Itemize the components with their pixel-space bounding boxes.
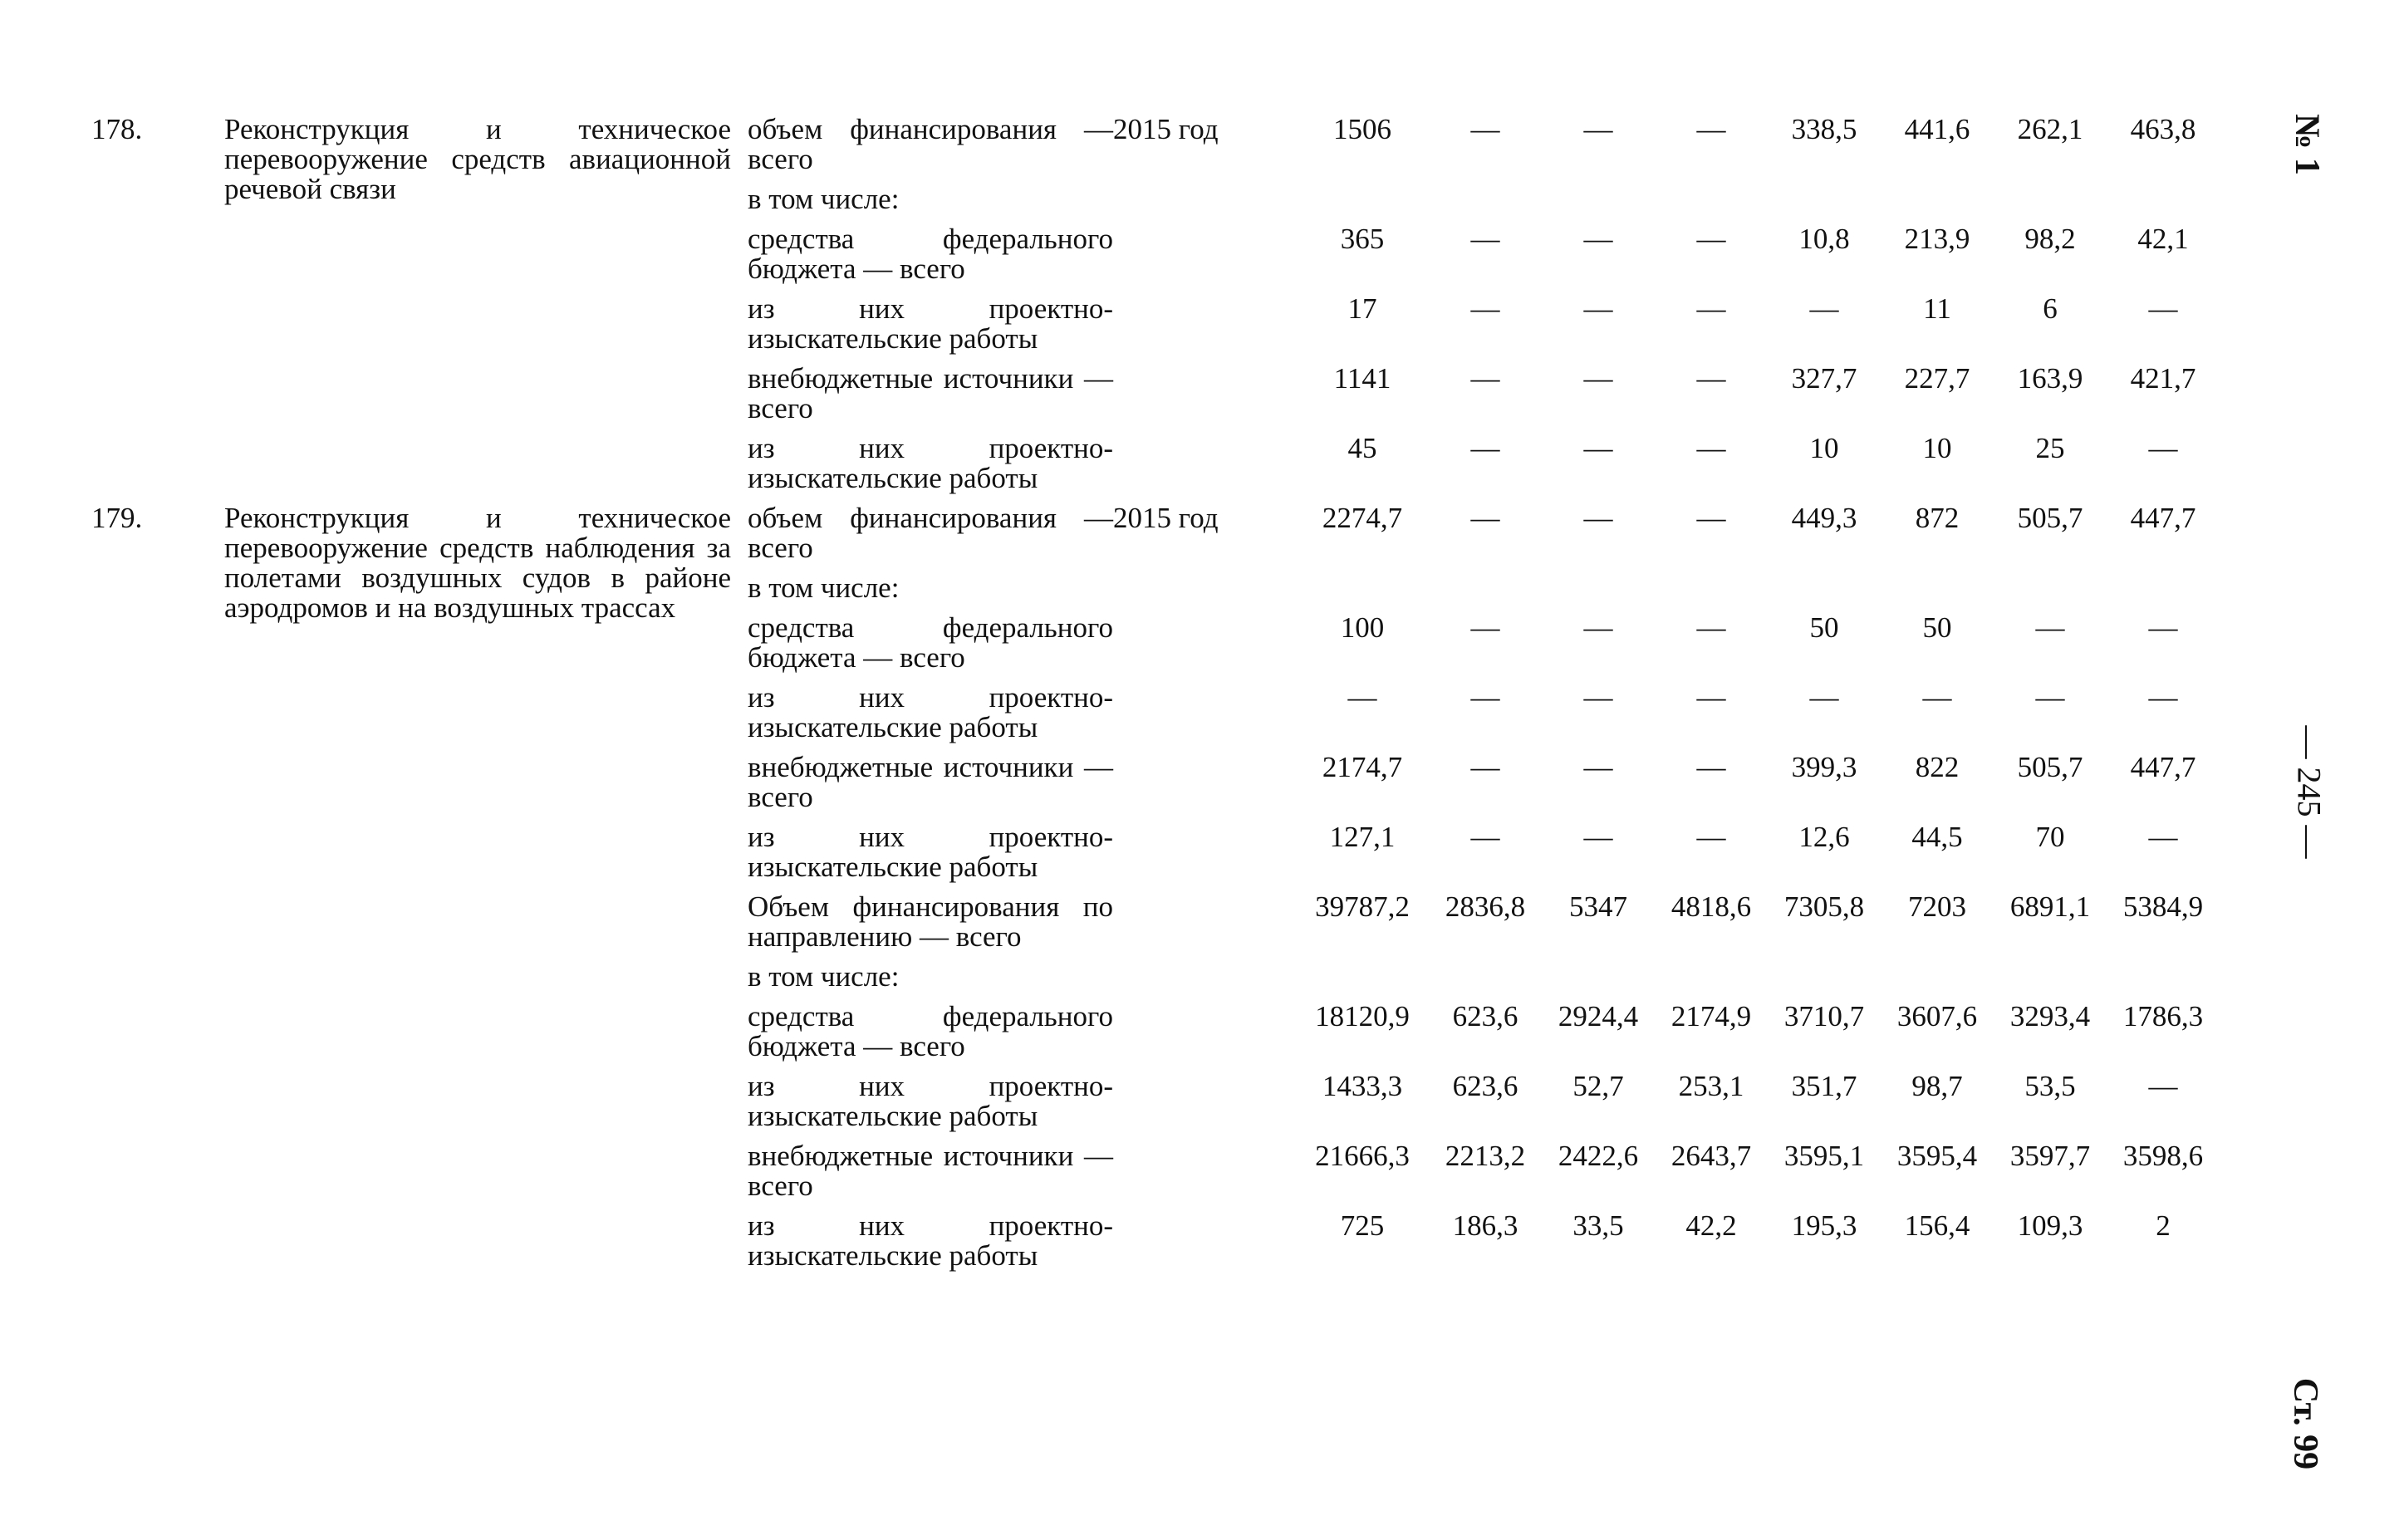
value-year: 5384,9 <box>2122 890 2204 923</box>
deadline-year: 2015 год <box>1113 502 1219 534</box>
value-year: — <box>2148 681 2178 714</box>
value-year: 11 <box>1923 292 1951 325</box>
value-year: 186,3 <box>1452 1209 1518 1242</box>
table-row <box>91 1211 2220 1281</box>
value-year: 447,7 <box>2130 502 2196 534</box>
item-number <box>91 224 224 294</box>
table-row <box>91 962 2220 1002</box>
value-year: 253,1 <box>1678 1070 1744 1102</box>
indicator-label: из них проектно-изыскательские работы <box>748 1070 1113 1132</box>
item-title <box>224 683 748 753</box>
value-year: 1786,3 <box>2122 1000 2204 1032</box>
value-year: 2924,4 <box>1558 1000 1639 1032</box>
table-row <box>91 1072 2220 1141</box>
value-year: 623,6 <box>1452 1070 1518 1102</box>
indicator-label: в том числе: <box>748 571 900 604</box>
value-year: — <box>1696 681 1726 714</box>
indicator-label: средства федерального бюджета — всего <box>748 611 1113 674</box>
indicator-label: внебюджетные источники — всего <box>748 751 1113 813</box>
value-total: 725 <box>1340 1209 1385 1242</box>
value-year: 421,7 <box>2130 362 2196 395</box>
value-year <box>1429 573 1542 613</box>
deadline-year <box>1113 962 1296 1002</box>
indicator-label: из них проектно-изыскательские работы <box>748 1209 1113 1272</box>
item-title-text: Реконструкция и техническое перевооружение средств авиационной речевой связи <box>224 113 731 205</box>
value-year: 109,3 <box>2017 1209 2083 1242</box>
value-year: — <box>2148 611 2178 644</box>
value-year: 163,9 <box>2017 362 2083 395</box>
indicator-label: из них проектно-изыскательские работы <box>748 292 1113 355</box>
value-year: 98,7 <box>1911 1070 1963 1102</box>
indicator-label: внебюджетные источники — всего <box>748 1140 1113 1202</box>
item-number <box>91 613 224 683</box>
value-year <box>1655 184 1768 224</box>
value-year: — <box>1470 751 1500 783</box>
value-year: 33,5 <box>1572 1209 1624 1242</box>
deadline-year <box>1113 434 1296 503</box>
value-year: — <box>1583 611 1613 644</box>
value-total <box>1296 184 1429 224</box>
value-year: — <box>2035 611 2065 644</box>
item-title <box>224 224 748 294</box>
value-year: — <box>1583 292 1613 325</box>
item-title <box>224 962 748 1002</box>
item-title-text: Реконструкция и техническое перевооружение средств наблюдения за полетами воздушных судов в районе аэродромов и на воздушных трассах <box>224 502 731 624</box>
value-year: — <box>1470 292 1500 325</box>
value-year: — <box>1809 292 1839 325</box>
value-year: — <box>1470 821 1500 853</box>
indicator-label: Объем финансирования по направлению — всего <box>748 890 1113 953</box>
item-number <box>91 892 224 962</box>
value-year: — <box>1583 821 1613 853</box>
item-number <box>91 1141 224 1211</box>
value-year: 6891,1 <box>2009 890 2091 923</box>
indicator-label: из них проектно-изыскательские работы <box>748 681 1113 743</box>
value-year <box>1994 962 2107 1002</box>
value-total: 17 <box>1347 292 1377 325</box>
deadline-year <box>1113 364 1296 434</box>
item-number <box>91 962 224 1002</box>
value-year: — <box>2148 1070 2178 1102</box>
item-title <box>224 1002 748 1072</box>
value-year: 2836,8 <box>1445 890 1526 923</box>
value-year: — <box>1583 362 1613 395</box>
item-number <box>91 573 224 613</box>
value-year: — <box>1696 113 1726 145</box>
value-year: — <box>1583 432 1613 464</box>
value-year <box>1768 184 1881 224</box>
value-year: 3597,7 <box>2009 1140 2091 1172</box>
value-year: 872 <box>1915 502 1960 534</box>
value-year <box>2107 184 2220 224</box>
value-year <box>1542 573 1655 613</box>
item-title <box>224 753 748 822</box>
value-total <box>1296 573 1429 613</box>
value-year: 623,6 <box>1452 1000 1518 1032</box>
item-title <box>224 1072 748 1141</box>
value-total <box>1296 962 1429 1002</box>
table-row <box>91 503 2220 573</box>
item-title <box>224 1211 748 1281</box>
value-year: — <box>2035 681 2065 714</box>
value-year: 25 <box>2035 432 2065 464</box>
value-year: 327,7 <box>1791 362 1857 395</box>
value-year: 195,3 <box>1791 1209 1857 1242</box>
value-year <box>1768 962 1881 1002</box>
value-year: — <box>1696 611 1726 644</box>
value-year <box>1881 573 1994 613</box>
value-year <box>1655 962 1768 1002</box>
value-year: — <box>1470 362 1500 395</box>
value-total: 1506 <box>1333 113 1391 145</box>
value-year: 441,6 <box>1904 113 1970 145</box>
value-year: 50 <box>1922 611 1952 644</box>
value-year: — <box>1470 223 1500 255</box>
financing-table <box>91 115 2220 1281</box>
value-year: 262,1 <box>2017 113 2083 145</box>
table-row <box>91 115 2220 184</box>
value-year: 213,9 <box>1904 223 1970 255</box>
value-year: — <box>1470 681 1500 714</box>
table-row <box>91 822 2220 892</box>
table-row <box>91 892 2220 962</box>
value-year: — <box>1696 292 1726 325</box>
value-year: — <box>1470 113 1500 145</box>
deadline-year <box>1113 683 1296 753</box>
value-year <box>1655 573 1768 613</box>
value-year: 399,3 <box>1791 751 1857 783</box>
item-number <box>91 753 224 822</box>
value-year: 505,7 <box>2017 502 2083 534</box>
issue-number: № 1 <box>2287 114 2326 175</box>
deadline-year <box>1113 1211 1296 1281</box>
value-year: 3607,6 <box>1896 1000 1978 1032</box>
value-year: 156,4 <box>1904 1209 1970 1242</box>
value-year: 3598,6 <box>2122 1140 2204 1172</box>
deadline-year: 2015 год <box>1113 113 1219 145</box>
table-row <box>91 1141 2220 1211</box>
value-year: — <box>1583 502 1613 534</box>
value-year: 7305,8 <box>1783 890 1865 923</box>
value-year: 2422,6 <box>1558 1140 1639 1172</box>
value-year <box>1994 573 2107 613</box>
value-total: 100 <box>1340 611 1385 644</box>
item-title <box>224 364 748 434</box>
value-total: 1433,3 <box>1322 1070 1403 1102</box>
value-year: — <box>1696 223 1726 255</box>
indicator-label: объем финансирования — всего <box>748 502 1113 564</box>
value-year: 463,8 <box>2130 113 2196 145</box>
value-year: 50 <box>1809 611 1839 644</box>
value-total: 2274,7 <box>1322 502 1403 534</box>
value-year: 5347 <box>1569 890 1627 923</box>
value-year <box>1542 962 1655 1002</box>
item-number <box>91 683 224 753</box>
deadline-year <box>1113 294 1296 364</box>
value-year: 10 <box>1809 432 1839 464</box>
value-year: 351,7 <box>1791 1070 1857 1102</box>
value-year: — <box>1809 681 1839 714</box>
value-total: 39787,2 <box>1315 890 1410 923</box>
item-number <box>91 364 224 434</box>
indicator-label: внебюджетные источники — всего <box>748 362 1113 424</box>
item-number <box>91 184 224 224</box>
value-year: — <box>2148 432 2178 464</box>
value-year: 3293,4 <box>2009 1000 2091 1032</box>
deadline-year <box>1113 1002 1296 1072</box>
financing-table-body <box>91 115 2220 1281</box>
value-total: 45 <box>1347 432 1377 464</box>
value-year: 6 <box>2043 292 2058 325</box>
value-year: — <box>2148 292 2178 325</box>
value-year: — <box>1583 223 1613 255</box>
deadline-year <box>1113 1141 1296 1211</box>
item-title <box>224 502 748 624</box>
value-year: — <box>1583 113 1613 145</box>
value-year: 338,5 <box>1791 113 1857 145</box>
indicator-label: средства федерального бюджета — всего <box>748 1000 1113 1062</box>
table-row <box>91 434 2220 503</box>
value-year: — <box>2148 821 2178 853</box>
value-year: 10,8 <box>1798 223 1850 255</box>
value-year: — <box>1470 502 1500 534</box>
deadline-year <box>1113 822 1296 892</box>
item-title <box>224 822 748 892</box>
table-row <box>91 683 2220 753</box>
value-year <box>1881 962 1994 1002</box>
value-year: 2643,7 <box>1671 1140 1752 1172</box>
value-year <box>1542 184 1655 224</box>
value-year: 4818,6 <box>1671 890 1752 923</box>
value-year: 2 <box>2156 1209 2171 1242</box>
value-year: 12,6 <box>1798 821 1850 853</box>
value-year <box>2107 962 2220 1002</box>
value-year: 44,5 <box>1911 821 1963 853</box>
value-year: 2213,2 <box>1445 1140 1526 1172</box>
value-year: — <box>1922 681 1952 714</box>
item-title <box>224 892 748 962</box>
indicator-label: объем финансирования — всего <box>748 113 1113 175</box>
item-title <box>224 1141 748 1211</box>
value-year: 42,1 <box>2137 223 2189 255</box>
indicator-label: в том числе: <box>748 960 900 993</box>
item-title <box>224 113 748 205</box>
item-number <box>91 1002 224 1072</box>
deadline-year <box>1113 613 1296 683</box>
item-number <box>91 434 224 503</box>
table-row <box>91 224 2220 294</box>
article-number: Ст. 99 <box>2286 1377 2325 1470</box>
item-number: 179. <box>91 502 143 534</box>
indicator-label: средства федерального бюджета — всего <box>748 223 1113 285</box>
value-year: 53,5 <box>2024 1070 2076 1102</box>
item-number <box>91 1072 224 1141</box>
value-year: 98,2 <box>2024 223 2076 255</box>
deadline-year <box>1113 184 1296 224</box>
value-total: — <box>1347 681 1377 714</box>
value-total: 18120,9 <box>1315 1000 1410 1032</box>
value-year: 2174,9 <box>1671 1000 1752 1032</box>
value-year: 42,2 <box>1685 1209 1737 1242</box>
deadline-year <box>1113 573 1296 613</box>
value-year: — <box>1470 611 1500 644</box>
indicator-label: из них проектно-изыскательские работы <box>748 821 1113 883</box>
value-year: 3595,1 <box>1783 1140 1865 1172</box>
value-year: 3595,4 <box>1896 1140 1978 1172</box>
indicator-label: из них проектно-изыскательские работы <box>748 432 1113 494</box>
table-row <box>91 364 2220 434</box>
value-year: 447,7 <box>2130 751 2196 783</box>
deadline-year <box>1113 224 1296 294</box>
value-year: 227,7 <box>1904 362 1970 395</box>
value-year: 7203 <box>1908 890 1966 923</box>
value-year <box>2107 573 2220 613</box>
item-number <box>91 1211 224 1281</box>
value-total: 2174,7 <box>1322 751 1403 783</box>
table-row <box>91 1002 2220 1072</box>
value-year: — <box>1470 432 1500 464</box>
value-year: — <box>1696 502 1726 534</box>
item-title <box>224 294 748 364</box>
value-year: — <box>1696 432 1726 464</box>
value-year <box>1881 184 1994 224</box>
table-row <box>91 294 2220 364</box>
value-total: 127,1 <box>1329 821 1396 853</box>
value-year: — <box>1696 751 1726 783</box>
value-year: — <box>1583 751 1613 783</box>
item-number: 178. <box>91 113 143 145</box>
value-total: 21666,3 <box>1315 1140 1410 1172</box>
value-year: 10 <box>1922 432 1952 464</box>
item-number <box>91 822 224 892</box>
item-number <box>91 294 224 364</box>
deadline-year <box>1113 753 1296 822</box>
page-number: — 245 — <box>2290 725 2328 859</box>
value-year: 505,7 <box>2017 751 2083 783</box>
deadline-year <box>1113 892 1296 962</box>
value-total: 1141 <box>1333 362 1391 395</box>
value-year <box>1768 573 1881 613</box>
value-year: 70 <box>2035 821 2065 853</box>
value-year: 449,3 <box>1791 502 1857 534</box>
value-year: — <box>1696 362 1726 395</box>
deadline-year <box>1113 1072 1296 1141</box>
value-year: 52,7 <box>1572 1070 1624 1102</box>
indicator-label: в том числе: <box>748 183 900 215</box>
value-total: 365 <box>1340 223 1385 255</box>
value-year: 3710,7 <box>1783 1000 1865 1032</box>
value-year: — <box>1696 821 1726 853</box>
item-title <box>224 434 748 503</box>
value-year <box>1429 962 1542 1002</box>
table-row <box>91 753 2220 822</box>
value-year <box>1429 184 1542 224</box>
value-year <box>1994 184 2107 224</box>
value-year: 822 <box>1915 751 1960 783</box>
value-year: — <box>1583 681 1613 714</box>
